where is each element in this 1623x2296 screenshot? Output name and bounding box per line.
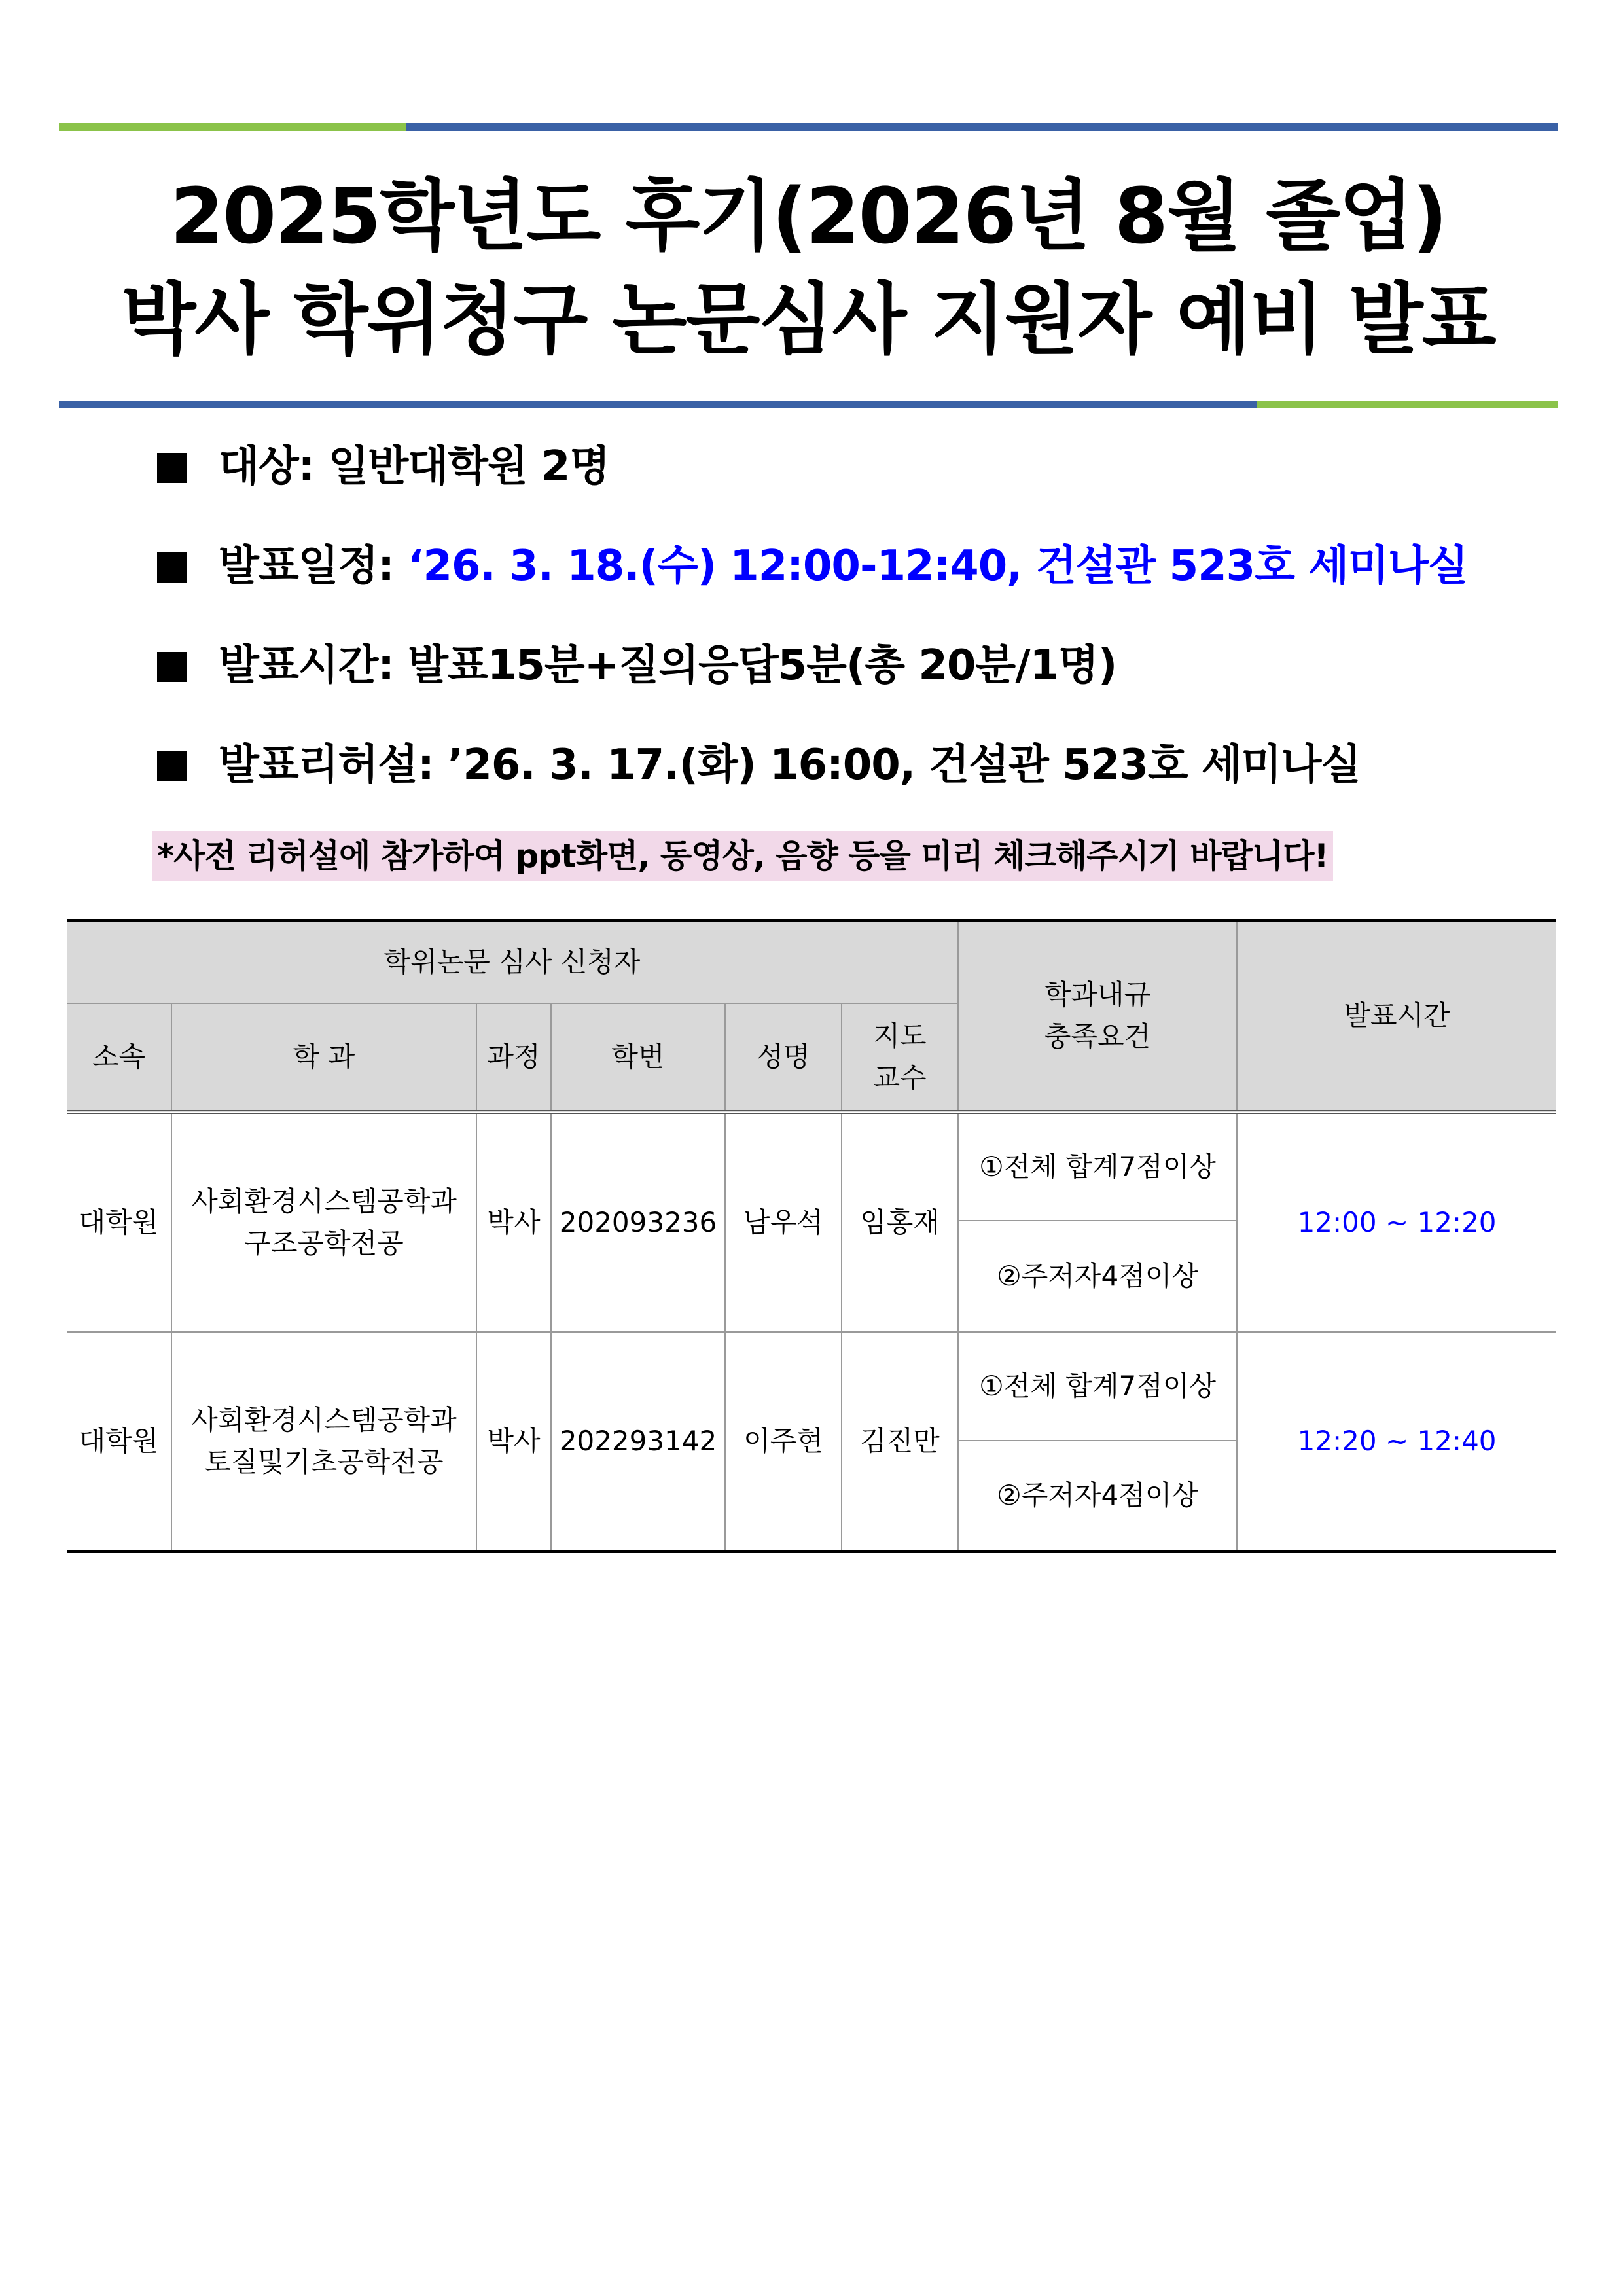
row-requirement-1: ①전체 합계7점이상 <box>958 1112 1237 1221</box>
top-divider <box>59 123 1558 131</box>
title-line-1: 2025학년도 후기(2026년 8월 졸업) <box>170 171 1446 261</box>
square-bullet-icon <box>157 552 187 583</box>
row-program: 박사 <box>476 1332 551 1552</box>
row-advisor: 임홍재 <box>842 1112 958 1332</box>
top-divider-blue <box>406 123 1558 131</box>
info-schedule <box>157 537 1468 596</box>
row-department-line2: 토질및기초공학전공 <box>204 1445 444 1478</box>
info-time <box>157 636 1116 695</box>
row-affiliation: 대학원 <box>67 1112 171 1332</box>
header-requirement-line1: 학과내규 <box>1044 978 1151 1011</box>
header-affiliation: 소속 <box>67 1003 171 1112</box>
square-bullet-icon <box>157 453 187 483</box>
rehearsal-notice: *사전 리허설에 참가하여 ppt화면, 동영상, 음향 등을 미리 체크해주시기 바랍니다! <box>152 831 1333 881</box>
header-requirement <box>958 921 1237 1112</box>
row-name: 이주현 <box>725 1332 842 1552</box>
row-department-line1: 사회환경시스템공학과 <box>191 1403 457 1436</box>
bottom-divider-green <box>1257 401 1558 408</box>
row-department-line2: 구조공학전공 <box>244 1227 404 1259</box>
header-program: 과정 <box>476 1003 551 1112</box>
header-name: 성명 <box>725 1003 842 1112</box>
header-advisor <box>842 1003 958 1112</box>
header-department: 학 과 <box>171 1003 476 1112</box>
target-value: 일반대학원 2명 <box>328 442 610 491</box>
bottom-divider-blue <box>59 401 1257 408</box>
top-divider-green <box>59 123 406 131</box>
row-advisor: 김진만 <box>842 1332 958 1552</box>
row-requirement-2: ②주저자4점이상 <box>958 1221 1237 1332</box>
table-row <box>67 1332 1556 1441</box>
info-rehearsal <box>157 736 1361 795</box>
square-bullet-icon <box>157 751 187 781</box>
rehearsal-value: ’26. 3. 17.(화) 16:00, 건설관 523호 세미나실 <box>448 741 1361 789</box>
row-department <box>171 1112 476 1332</box>
table-row <box>67 1112 1556 1221</box>
header-requirement-line2: 충족요건 <box>1044 1020 1151 1053</box>
row-department-line1: 사회환경시스템공학과 <box>191 1185 457 1217</box>
info-target <box>157 437 609 496</box>
header-student-id: 학번 <box>551 1003 725 1112</box>
row-department <box>171 1332 476 1552</box>
time-label: 발표시간: <box>219 641 394 690</box>
header-presentation-time: 발표시간 <box>1237 921 1556 1112</box>
row-name: 남우석 <box>725 1112 842 1332</box>
row-affiliation: 대학원 <box>67 1332 171 1552</box>
square-bullet-icon <box>157 652 187 682</box>
row-requirement-2: ②주저자4점이상 <box>958 1441 1237 1552</box>
schedule-label: 발표일정: <box>219 542 394 590</box>
row-presentation-time: 12:00 ~ 12:20 <box>1237 1112 1556 1332</box>
time-value: 발표15분+질의응답5분(총 20분/1명) <box>408 641 1117 690</box>
group-header: 학위논문 심사 신청자 <box>67 921 958 1003</box>
header-advisor-line1: 지도 <box>873 1019 927 1052</box>
row-student-id: 202293142 <box>551 1332 725 1552</box>
row-presentation-time: 12:20 ~ 12:40 <box>1237 1332 1556 1552</box>
rehearsal-label: 발표리허설: <box>219 741 434 789</box>
row-student-id: 202093236 <box>551 1112 725 1332</box>
applicants-table <box>67 919 1556 1553</box>
header-advisor-line2: 교수 <box>873 1061 927 1094</box>
title-line-2: 박사 학위청구 논문심사 지원자 예비 발표 <box>121 274 1495 365</box>
schedule-value: ‘26. 3. 18.(수) 12:00-12:40, 건설관 523호 세미나실 <box>408 542 1468 590</box>
target-label: 대상: <box>219 442 315 491</box>
row-requirement-1: ①전체 합계7점이상 <box>958 1332 1237 1441</box>
bottom-divider <box>59 401 1558 408</box>
row-program: 박사 <box>476 1112 551 1332</box>
